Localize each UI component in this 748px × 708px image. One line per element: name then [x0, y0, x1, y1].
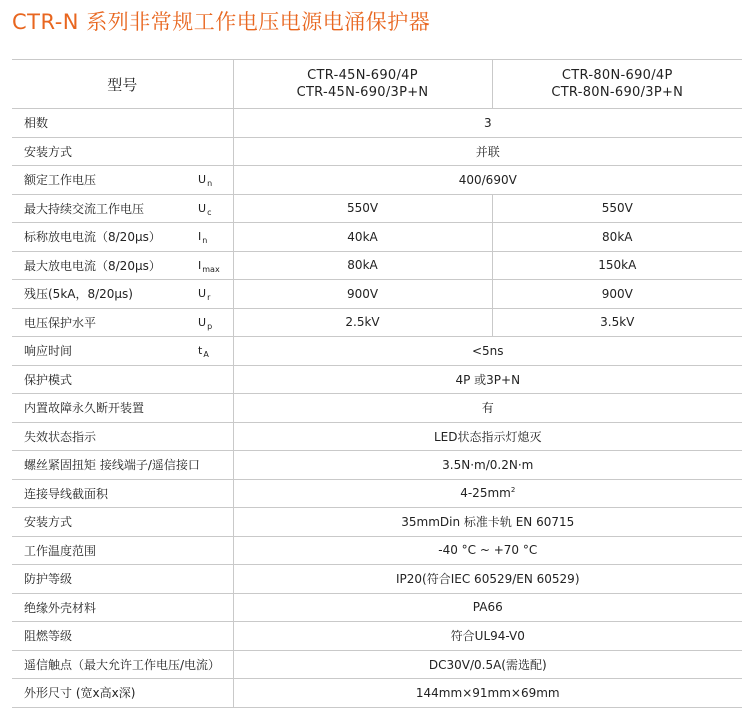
value-cell [233, 622, 742, 651]
symbol-subscript: A [203, 350, 209, 360]
param-label: 标称放电电流（8/20μs） [12, 223, 198, 252]
value-cell [233, 508, 742, 537]
param-label: 残压(5kA，8/20μs) [12, 280, 198, 309]
table-row [12, 422, 742, 451]
param-symbol [198, 679, 233, 708]
value-cell [233, 451, 742, 480]
value-model-b: 80kA [492, 223, 742, 252]
value-superscript: 2 [510, 486, 516, 495]
value-cell [233, 565, 742, 594]
table-row [12, 622, 742, 651]
value-text: IP20(符合IEC 60529/EN 60529) [396, 572, 580, 587]
value-model-a: 40kA [233, 223, 492, 252]
table-row [12, 479, 742, 508]
table-row [12, 536, 742, 565]
value-text: DC30V/0.5A(需选配) [428, 657, 547, 672]
model-a-line1: CTR-45N-690/4P [307, 68, 418, 83]
param-label: 外形尺寸 (宽x高x深) [12, 679, 198, 708]
param-symbol [198, 194, 233, 223]
param-symbol [198, 422, 233, 451]
value-model-a: 80kA [233, 251, 492, 280]
param-label: 安装方式 [12, 137, 198, 166]
param-label: 工作温度范围 [12, 536, 198, 565]
param-label: 防护等级 [12, 565, 198, 594]
param-label: 绝缘外壳材料 [12, 593, 198, 622]
table-row [12, 166, 742, 195]
param-label: 电压保护水平 [12, 308, 198, 337]
value-model-a: 900V [233, 280, 492, 309]
table-row [12, 280, 742, 309]
page-title: CTR-N 系列非常规工作电压电源电涌保护器 [12, 10, 431, 34]
param-symbol [198, 536, 233, 565]
symbol-subscript: n [207, 179, 213, 189]
value-cell [233, 137, 742, 166]
symbol-main: t [198, 344, 203, 358]
value-text: 144mm×91mm×69mm [415, 685, 560, 700]
value-model-a: 550V [233, 194, 492, 223]
table-row [12, 508, 742, 537]
table-row [12, 308, 742, 337]
table-row [12, 109, 742, 138]
symbol-subscript: p [207, 321, 213, 331]
param-label: 连接导线截面积 [12, 479, 198, 508]
value-text: 3 [483, 115, 492, 130]
param-label: 内置故障永久断开装置 [12, 394, 198, 423]
value-text: -40 °C ~ +70 °C [438, 543, 538, 558]
spec-table [12, 59, 742, 708]
symbol-main: U [198, 315, 207, 329]
header-model-a [233, 60, 492, 109]
param-symbol [198, 593, 233, 622]
param-symbol [198, 365, 233, 394]
value-text: 35mmDin 标准卡轨 EN 60715 [401, 515, 575, 530]
value-text: 有 [481, 401, 494, 416]
table-row [12, 251, 742, 280]
param-label: 最大放电电流（8/20μs） [12, 251, 198, 280]
value-text: <5ns [471, 343, 504, 358]
value-model-b: 150kA [492, 251, 742, 280]
param-symbol [198, 137, 233, 166]
param-label: 失效状态指示 [12, 422, 198, 451]
value-cell [233, 536, 742, 565]
param-label: 螺丝紧固扭矩 接线端子/遥信接口 [12, 451, 198, 480]
value-text: 400/690V [458, 172, 517, 187]
param-symbol [198, 280, 233, 309]
param-label: 遥信触点（最大允许工作电压/电流） [12, 650, 198, 679]
table-row [12, 337, 742, 366]
symbol-main: I [198, 258, 202, 272]
param-symbol [198, 394, 233, 423]
value-cell [233, 109, 742, 138]
symbol-subscript: max [202, 264, 220, 274]
value-cell [233, 394, 742, 423]
table-row [12, 565, 742, 594]
model-b-line2: CTR-80N-690/3P+N [551, 85, 684, 100]
value-model-b: 3.5kV [492, 308, 742, 337]
model-b-line1: CTR-80N-690/4P [561, 68, 673, 83]
value-text: 4-25mm [460, 486, 511, 501]
value-cell [233, 337, 742, 366]
table-row [12, 679, 742, 708]
table-row [12, 223, 742, 252]
param-label: 安装方式 [12, 508, 198, 537]
symbol-subscript: c [207, 207, 212, 217]
table-row [12, 137, 742, 166]
value-text: 符合UL94-V0 [450, 629, 525, 644]
symbol-subscript: n [202, 236, 208, 246]
table-row [12, 593, 742, 622]
table-row [12, 394, 742, 423]
param-symbol [198, 451, 233, 480]
value-cell [233, 650, 742, 679]
header-model-b [492, 60, 742, 109]
header-label: 型号 [12, 60, 233, 109]
param-symbol [198, 508, 233, 537]
value-text: PA66 [472, 600, 503, 615]
param-label: 额定工作电压 [12, 166, 198, 195]
table-header-row [12, 60, 742, 109]
param-label: 阻燃等级 [12, 622, 198, 651]
symbol-main: U [198, 287, 207, 301]
param-label: 相数 [12, 109, 198, 138]
param-symbol [198, 622, 233, 651]
table-row [12, 194, 742, 223]
value-cell [233, 593, 742, 622]
value-model-a: 2.5kV [233, 308, 492, 337]
value-text: 3.5N·m/0.2N·m [442, 457, 534, 472]
symbol-main: U [198, 201, 207, 215]
value-cell [233, 166, 742, 195]
value-text: 并联 [475, 144, 500, 159]
param-label: 保护模式 [12, 365, 198, 394]
value-text: 4P 或3P+N [455, 372, 521, 387]
value-cell [233, 422, 742, 451]
param-symbol [198, 337, 233, 366]
param-symbol [198, 109, 233, 138]
param-label: 响应时间 [12, 337, 198, 366]
table-row [12, 365, 742, 394]
symbol-main: I [198, 230, 202, 244]
param-symbol [198, 223, 233, 252]
param-symbol [198, 251, 233, 280]
param-symbol [198, 479, 233, 508]
param-symbol [198, 308, 233, 337]
value-text: LED状态指示灯熄灭 [434, 429, 542, 444]
value-cell [233, 479, 742, 508]
param-label: 最大持续交流工作电压 [12, 194, 198, 223]
param-symbol [198, 565, 233, 594]
table-row [12, 451, 742, 480]
symbol-main: U [198, 173, 207, 187]
param-symbol [198, 166, 233, 195]
model-a-line2: CTR-45N-690/3P+N [296, 85, 429, 100]
symbol-subscript: r [207, 293, 211, 303]
value-cell [233, 679, 742, 708]
value-cell [233, 365, 742, 394]
value-model-b: 550V [492, 194, 742, 223]
value-model-b: 900V [492, 280, 742, 309]
table-row [12, 650, 742, 679]
